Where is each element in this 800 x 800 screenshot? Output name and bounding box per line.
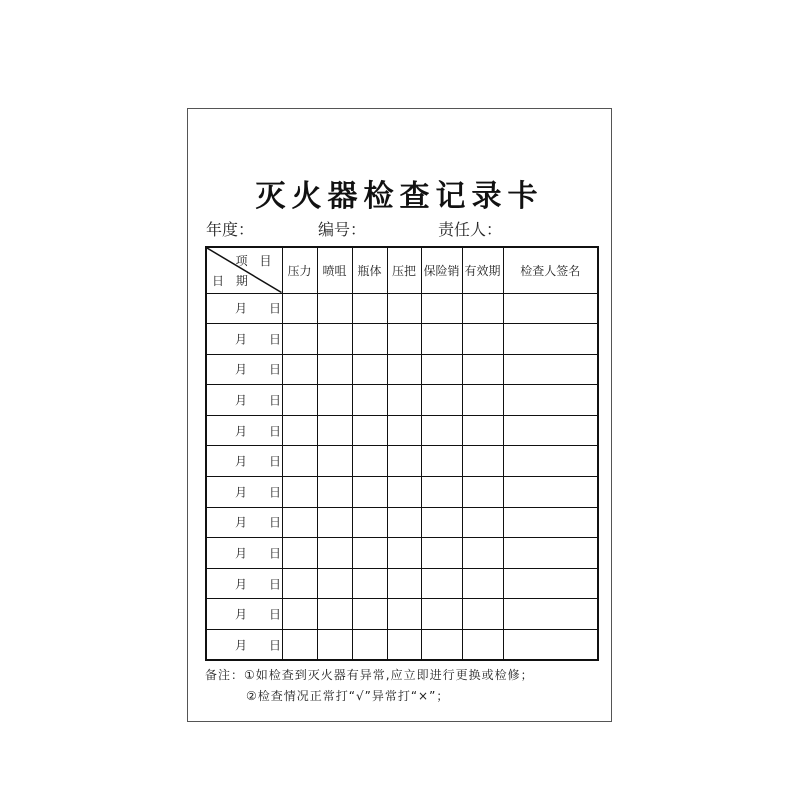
entry-cell[interactable] — [387, 630, 421, 661]
entry-cell[interactable] — [317, 630, 352, 661]
day-label: 日 — [269, 607, 282, 622]
entry-cell[interactable] — [317, 354, 352, 385]
entry-cell[interactable] — [421, 630, 462, 661]
entry-cell[interactable] — [282, 385, 317, 416]
entry-cell[interactable] — [387, 446, 421, 477]
month-label: 月 — [235, 424, 248, 439]
entry-cell[interactable] — [462, 568, 503, 599]
column-header: 压力 — [282, 247, 317, 293]
note-line-1: 备注：①如检查到灭火器有异常,应立即进行更换或检修； — [205, 668, 534, 682]
meta-line — [206, 217, 601, 241]
entry-cell[interactable] — [282, 538, 317, 569]
entry-cell[interactable] — [503, 630, 598, 661]
table-row — [206, 507, 598, 538]
entry-cell[interactable] — [282, 293, 317, 324]
entry-cell[interactable] — [317, 385, 352, 416]
entry-cell[interactable] — [387, 354, 421, 385]
entry-cell[interactable] — [503, 507, 598, 538]
entry-cell[interactable] — [352, 630, 387, 661]
entry-cell[interactable] — [421, 477, 462, 508]
entry-cell[interactable] — [282, 568, 317, 599]
entry-cell[interactable] — [421, 324, 462, 355]
entry-cell[interactable] — [421, 507, 462, 538]
entry-cell[interactable] — [282, 324, 317, 355]
entry-cell[interactable] — [282, 415, 317, 446]
entry-cell[interactable] — [282, 507, 317, 538]
entry-cell[interactable] — [503, 385, 598, 416]
entry-cell[interactable] — [387, 538, 421, 569]
date-cell[interactable] — [206, 477, 282, 508]
table-row — [206, 599, 598, 630]
date-cell[interactable] — [206, 385, 282, 416]
date-cell[interactable] — [206, 507, 282, 538]
entry-cell[interactable] — [317, 568, 352, 599]
inspection-table — [205, 246, 599, 661]
day-label: 日 — [269, 393, 282, 408]
record-card — [187, 108, 612, 722]
month-label: 月 — [235, 638, 248, 653]
table-row — [206, 415, 598, 446]
entry-cell[interactable] — [503, 446, 598, 477]
entry-cell[interactable] — [462, 385, 503, 416]
entry-cell[interactable] — [421, 293, 462, 324]
entry-cell[interactable] — [352, 446, 387, 477]
entry-cell[interactable] — [462, 599, 503, 630]
entry-cell[interactable] — [462, 538, 503, 569]
table-row — [206, 324, 598, 355]
entry-cell[interactable] — [503, 599, 598, 630]
entry-cell[interactable] — [421, 415, 462, 446]
month-label: 月 — [235, 454, 248, 469]
entry-cell[interactable] — [282, 354, 317, 385]
date-cell[interactable] — [206, 568, 282, 599]
entry-cell[interactable] — [352, 477, 387, 508]
entry-cell[interactable] — [352, 538, 387, 569]
entry-cell[interactable] — [352, 568, 387, 599]
corner-header-cell — [206, 247, 282, 293]
table-row — [206, 446, 598, 477]
entry-cell[interactable] — [462, 630, 503, 661]
entry-cell[interactable] — [387, 568, 421, 599]
notes — [205, 665, 605, 707]
entry-cell[interactable] — [503, 324, 598, 355]
date-cell[interactable] — [206, 354, 282, 385]
month-label: 月 — [235, 577, 248, 592]
entry-cell[interactable] — [462, 446, 503, 477]
table-row — [206, 385, 598, 416]
column-header: 瓶体 — [352, 247, 387, 293]
day-label: 日 — [269, 546, 282, 561]
entry-cell[interactable] — [317, 446, 352, 477]
entry-cell[interactable] — [421, 385, 462, 416]
entry-cell[interactable] — [503, 293, 598, 324]
month-label: 月 — [235, 301, 248, 316]
table-row — [206, 538, 598, 569]
responsible-person-label: 责任人： — [438, 220, 503, 239]
date-cell[interactable] — [206, 538, 282, 569]
month-label: 月 — [235, 362, 248, 377]
entry-cell[interactable] — [317, 507, 352, 538]
note-line-2: ②检查情况正常打“√”异常打“×”； — [246, 689, 450, 703]
month-label: 月 — [235, 485, 248, 500]
entry-cell[interactable] — [352, 293, 387, 324]
entry-cell[interactable] — [352, 324, 387, 355]
date-cell[interactable] — [206, 324, 282, 355]
table-row — [206, 477, 598, 508]
entry-cell[interactable] — [503, 415, 598, 446]
entry-cell[interactable] — [387, 385, 421, 416]
month-label: 月 — [235, 332, 248, 347]
entry-cell[interactable] — [317, 477, 352, 508]
entry-cell[interactable] — [282, 599, 317, 630]
entry-cell[interactable] — [282, 630, 317, 661]
entry-cell[interactable] — [462, 354, 503, 385]
day-label: 日 — [269, 515, 282, 530]
entry-cell[interactable] — [462, 324, 503, 355]
day-label: 日 — [269, 577, 282, 592]
month-label: 月 — [235, 546, 248, 561]
entry-cell[interactable] — [387, 415, 421, 446]
entry-cell[interactable] — [282, 446, 317, 477]
entry-cell[interactable] — [462, 507, 503, 538]
month-label: 月 — [235, 607, 248, 622]
entry-cell[interactable] — [421, 538, 462, 569]
entry-cell[interactable] — [421, 599, 462, 630]
day-label: 日 — [269, 332, 282, 347]
date-cell[interactable] — [206, 630, 282, 661]
column-header: 保险销 — [421, 247, 462, 293]
entry-cell[interactable] — [462, 415, 503, 446]
entry-cell[interactable] — [387, 477, 421, 508]
entry-cell[interactable] — [317, 538, 352, 569]
entry-cell[interactable] — [352, 415, 387, 446]
table-row — [206, 354, 598, 385]
entry-cell[interactable] — [503, 477, 598, 508]
entry-cell[interactable] — [462, 293, 503, 324]
entry-cell[interactable] — [317, 324, 352, 355]
entry-cell[interactable] — [317, 599, 352, 630]
card-title: 灭火器检查记录卡 — [255, 179, 544, 214]
day-label: 日 — [269, 485, 282, 500]
entry-cell[interactable] — [503, 538, 598, 569]
date-cell[interactable] — [206, 446, 282, 477]
number-label: 编号： — [318, 220, 367, 239]
year-label: 年度： — [206, 220, 255, 239]
day-label: 日 — [269, 638, 282, 653]
entry-cell[interactable] — [387, 507, 421, 538]
date-cell[interactable] — [206, 293, 282, 324]
entry-cell[interactable] — [352, 599, 387, 630]
day-label: 日 — [269, 424, 282, 439]
date-cell[interactable] — [206, 599, 282, 630]
entry-cell[interactable] — [503, 354, 598, 385]
month-label: 月 — [235, 393, 248, 408]
entry-cell[interactable] — [387, 324, 421, 355]
date-cell[interactable] — [206, 415, 282, 446]
table-row — [206, 568, 598, 599]
day-label: 日 — [269, 301, 282, 316]
table-row — [206, 630, 598, 661]
entry-cell[interactable] — [421, 568, 462, 599]
corner-date-label: 日 期 — [212, 273, 252, 288]
entry-cell[interactable] — [352, 385, 387, 416]
column-header: 压把 — [387, 247, 421, 293]
entry-cell[interactable] — [387, 599, 421, 630]
column-header: 喷咀 — [317, 247, 352, 293]
entry-cell[interactable] — [352, 507, 387, 538]
month-label: 月 — [235, 515, 248, 530]
day-label: 日 — [269, 362, 282, 377]
header-row — [206, 247, 598, 293]
entry-cell[interactable] — [317, 415, 352, 446]
column-header: 有效期 — [462, 247, 503, 293]
column-header: 检查人签名 — [503, 247, 598, 293]
entry-cell[interactable] — [462, 477, 503, 508]
entry-cell[interactable] — [352, 354, 387, 385]
day-label: 日 — [269, 454, 282, 469]
table-body — [206, 293, 598, 660]
entry-cell[interactable] — [317, 293, 352, 324]
entry-cell[interactable] — [503, 568, 598, 599]
entry-cell[interactable] — [387, 293, 421, 324]
entry-cell[interactable] — [421, 446, 462, 477]
table-row — [206, 293, 598, 324]
corner-item-label: 项 目 — [235, 254, 276, 268]
entry-cell[interactable] — [421, 354, 462, 385]
entry-cell[interactable] — [282, 477, 317, 508]
